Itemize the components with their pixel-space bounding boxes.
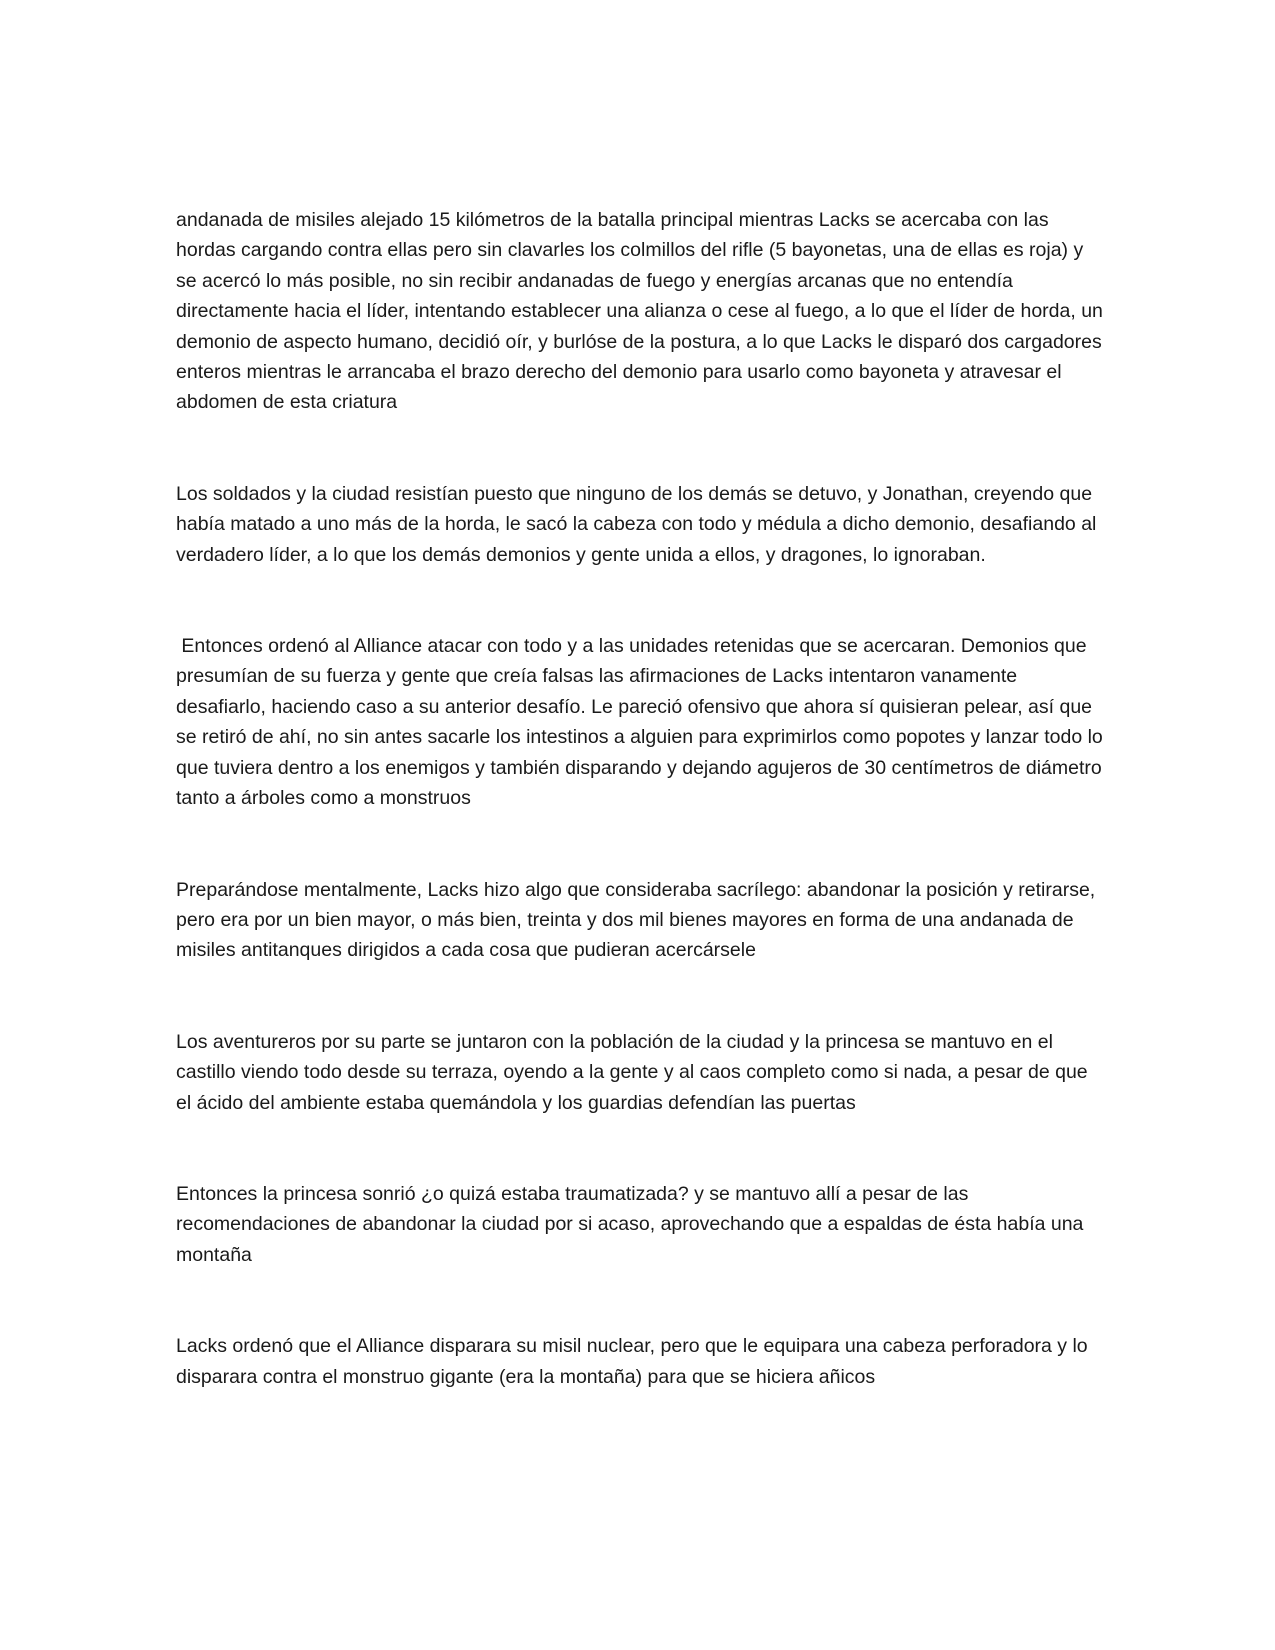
paragraph-6: Entonces la princesa sonrió ¿o quizá estaba traumatizada? y se mantuvo allí a pesar de las recomendaciones de abandonar la ciudad por si acaso, aprovechando que a espaldas de ésta había una montaña xyxy=(176,1182,1089,1266)
paragraph-7: Lacks ordenó que el Alliance disparara su misil nuclear, pero que le equipara una cabeza perforadora y lo disparara contra el monstruo gigante (era la montaña) para que se hiciera añicos xyxy=(176,1335,1094,1388)
paragraph-1: andanada de misiles alejado 15 kilómetros de la batalla principal mientras Lacks se acercaba con las hordas cargando contra ellas pero sin clavarles los colmillos del rifle (5 bayonetas, una de ellas es roja) y se acercó lo más posible, no sin recibir andanadas de fuego y energías arcanas que no entendía directamente hacia el líder, intentando establecer una alianza o cese al fuego, a lo que el líder de horda, un demonio de aspecto humano, decidió oír, y burlóse de la postura, a lo que Lacks le disparó dos cargadores enteros mientras le arrancaba el brazo derecho del demonio para usarlo como bayoneta y atravesar el abdomen de esta criatura xyxy=(176,209,1109,414)
document-body xyxy=(176,205,1109,1392)
paragraph-2: Los soldados y la ciudad resistían puesto que ninguno de los demás se detuvo, y Jonathan, creyendo que había matado a uno más de la horda, le sacó la cabeza con todo y médula a dicho demonio, desafiando al verdadero líder, a lo que los demás demonios y gente unida a ellos, y dragones, lo ignoraban. xyxy=(176,482,1102,566)
paragraph-4: Preparándose mentalmente, Lacks hizo algo que consideraba sacrílego: abandonar la posición y retirarse, pero era por un bien mayor, o más bien, treinta y dos mil bienes mayores en forma de una andanada de misiles antitanques dirigidos a cada cosa que pudieran acercársele xyxy=(176,878,1101,962)
paragraph-3: Entonces ordenó al Alliance atacar con todo y a las unidades retenidas que se acercaran. Demonios que presumían de su fuerza y gente que creía falsas las afirmaciones de Lacks intentaron vanamente desafiarlo, haciendo caso a su anterior desafío. Le pareció ofensivo que ahora sí quisieran pelear, así que se retiró de ahí, no sin antes sacarle los intestinos a alguien para exprimirlos como popotes y lanzar todo lo que tuviera dentro a los enemigos y también disparando y dejando agujeros de 30 centímetros de diámetro tanto a árboles como a monstruos xyxy=(176,635,1109,810)
paragraph-5: Los aventureros por su parte se juntaron con la población de la ciudad y la princesa se mantuvo en el castillo viendo todo desde su terraza, oyendo a la gente y al caos completo como si nada, a pesar de que el ácido del ambiente estaba quemándola y los guardias defendían las puertas xyxy=(176,1030,1094,1114)
